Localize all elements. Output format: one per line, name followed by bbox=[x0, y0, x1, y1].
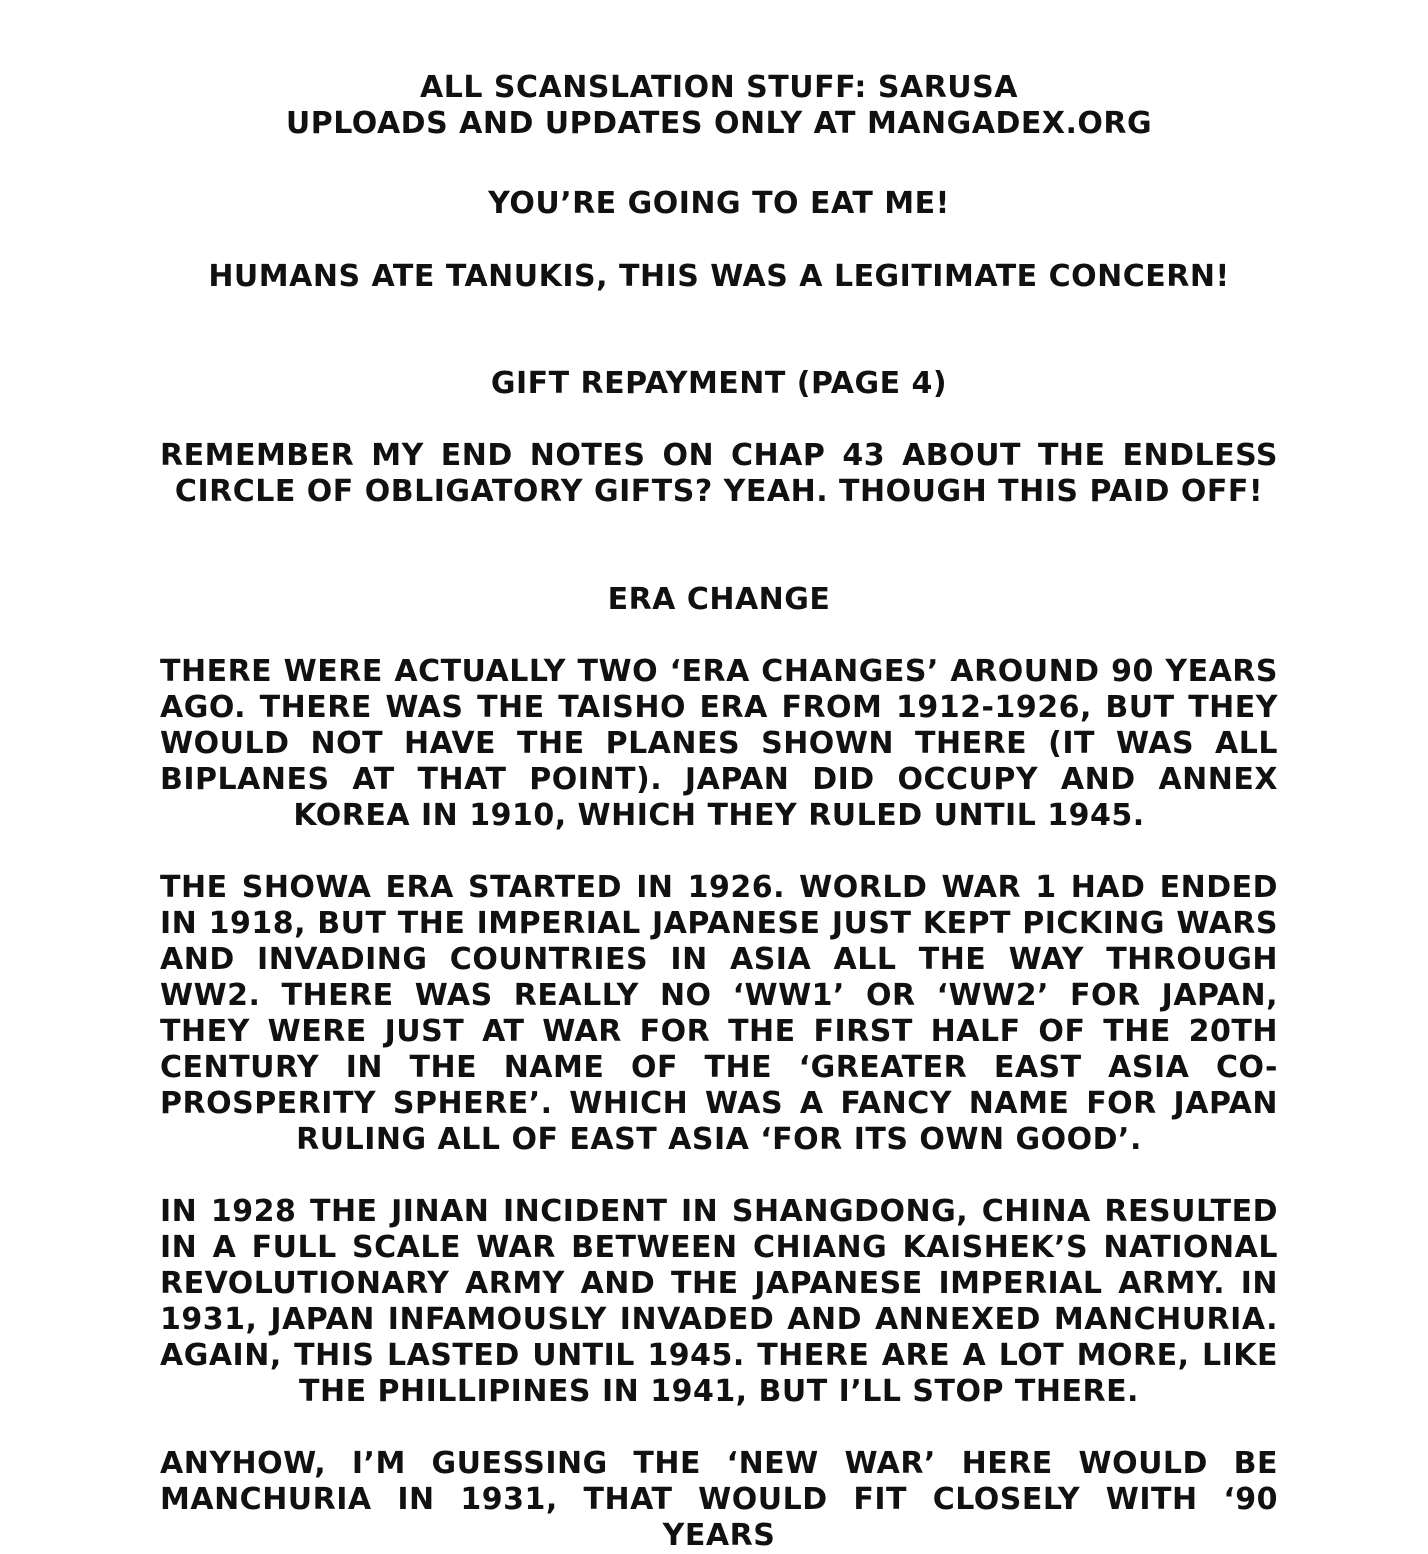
credits-block bbox=[160, 70, 1278, 142]
note-title-eat-me: YOU’RE GOING TO EAT ME! bbox=[488, 186, 950, 221]
credits-line-scanslation: ALL SCANSLATION STUFF: SARUSA bbox=[420, 70, 1018, 105]
note-title-gift: GIFT REPAYMENT (PAGE 4) bbox=[490, 366, 948, 401]
credits-line-uploads: UPLOADS AND UPDATES ONLY AT MANGADEX.ORG bbox=[285, 106, 1153, 141]
note-text-gift: REMEMBER MY END NOTES ON CHAP 43 ABOUT THE ENDLESS CIRCLE OF OBLIGATORY GIFTS? YEAH. THOUGH THIS PAID OFF! bbox=[160, 438, 1278, 509]
translator-notes-page bbox=[160, 0, 1278, 1553]
era-paragraph-1: THERE WERE ACTUALLY TWO ‘ERA CHANGES’ AROUND 90 YEARS AGO. THERE WAS THE TAISHO ERA FROM 1912-1926, BUT THEY WOULD NOT HAVE THE PLANES SHOWN THERE (IT WAS ALL BIPLANES AT THAT POINT). JAPAN DID OCCUPY AND ANNEX KOREA IN 1910, WHICH THEY RULED UNTIL 1945. bbox=[160, 654, 1278, 833]
era-paragraph-4: ANYHOW, I’M GUESSING THE ‘NEW WAR’ HERE WOULD BE MANCHURIA IN 1931, THAT WOULD FIT CLOSELY WITH ‘90 YEARS bbox=[160, 1446, 1278, 1553]
note-title-era-change: ERA CHANGE bbox=[607, 582, 831, 617]
era-paragraph-3: IN 1928 THE JINAN INCIDENT IN SHANGDONG, CHINA RESULTED IN A FULL SCALE WAR BETWEEN CHIANG KAISHEK’S NATIONAL REVOLUTIONARY ARMY AND THE JAPANESE IMPERIAL ARMY. IN 1931, JAPAN INFAMOUSLY INVADED AND ANNEXED MANCHURIA. AGAIN, THIS LASTED UNTIL 1945. THERE ARE A LOT MORE, LIKE THE PHILLIPINES IN 1941, BUT I’LL STOP THERE. bbox=[160, 1194, 1278, 1409]
note-text-eat-me: HUMANS ATE TANUKIS, THIS WAS A LEGITIMATE CONCERN! bbox=[208, 259, 1230, 294]
era-paragraph-2: THE SHOWA ERA STARTED IN 1926. WORLD WAR 1 HAD ENDED IN 1918, BUT THE IMPERIAL JAPANESE JUST KEPT PICKING WARS AND INVADING COUNTRIES IN ASIA ALL THE WAY THROUGH WW2. THERE WAS REALLY NO ‘WW1’ OR ‘WW2’ FOR JAPAN, THEY WERE JUST AT WAR FOR THE FIRST HALF OF THE 20TH CENTURY IN THE NAME OF THE ‘GREATER EAST ASIA CO-PROSPERITY SPHERE’. WHICH WAS A FANCY NAME FOR JAPAN RULING ALL OF EAST ASIA ‘FOR ITS OWN GOOD’. bbox=[160, 870, 1278, 1157]
